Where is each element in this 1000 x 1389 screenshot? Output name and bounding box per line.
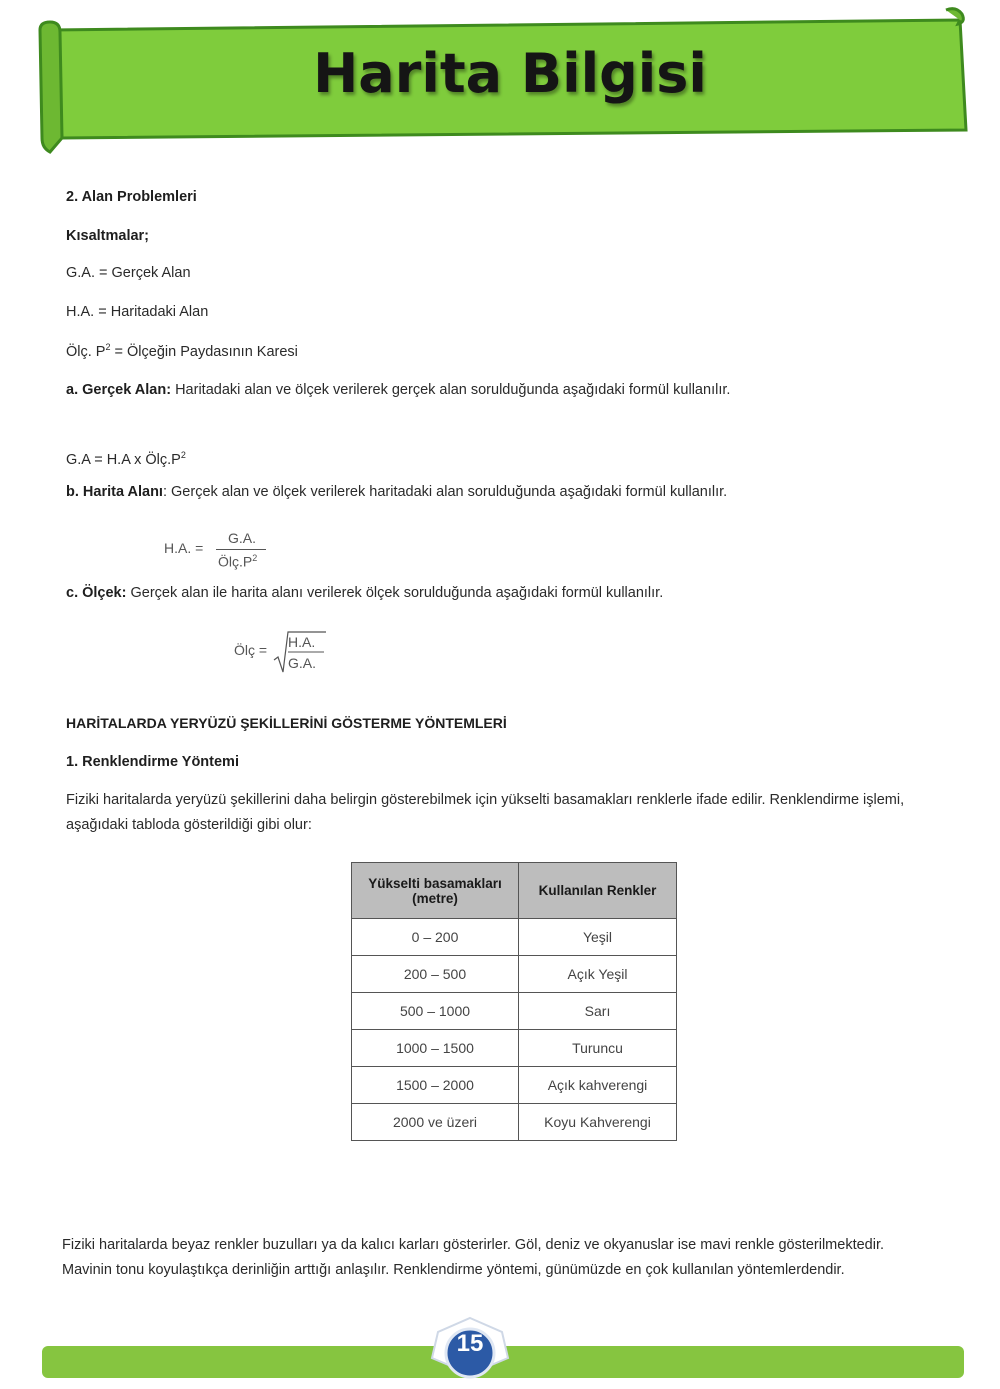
elevation-range: 0 – 200 xyxy=(352,919,519,956)
item-c-scale: c. Ölçek: Gerçek alan ile harita alanı verilerek ölçek sorulduğunda aşağıdaki formül kullanılır. xyxy=(66,585,664,601)
closing-line-2: Mavinin tonu koyulaştıkça derinliğin arttığı anlaşılır. Renklendirme yöntemi, günümüzde en çok kullanılan yöntemlerdendir. xyxy=(62,1262,845,1278)
table-row xyxy=(352,1030,677,1067)
color-name: Sarı xyxy=(519,993,677,1030)
header-elevation: Yükselti basamakları (metre) xyxy=(352,863,519,919)
elevation-range: 1500 – 2000 xyxy=(352,1067,519,1104)
color-name: Açık kahverengi xyxy=(519,1067,677,1104)
color-name: Koyu Kahverengi xyxy=(519,1104,677,1141)
page-title: Harita Bilgisi xyxy=(313,42,707,105)
coloring-intro-paragraph: Fiziki haritalarda yeryüzü şekillerini daha belirgin gösterebilmek için yükselti basamakları renklerle ifade edilir. Renklendirme işlemi, aşağıdaki tabloda gösterildiği gibi olur: xyxy=(66,792,905,833)
color-name: Yeşil xyxy=(519,919,677,956)
elevation-range: 1000 – 1500 xyxy=(352,1030,519,1067)
closing-line-1: Fiziki haritalarda beyaz renkler buzulları ya da kalıcı karları gösterirler. Göl, deniz ve okyanuslar ise mavi renkle gösterilmektedir. xyxy=(62,1237,885,1253)
table-row xyxy=(352,956,677,993)
abbreviation-olc: Ölç. $P^2$ = Ölçeğin Paydasının Karesi xyxy=(66,342,298,360)
table-header-row xyxy=(352,863,677,919)
section-heading-methods: HARİTALARDA YERYÜZÜ ŞEKİLLERİNİ GÖSTERME YÖNTEMLERİ xyxy=(66,715,507,731)
abbreviation-ha: H.A. = Haritadaki Alan xyxy=(66,304,209,320)
formula-map-area-denominator: $Ölç.P^2$ xyxy=(218,553,258,570)
section-heading-area: 2. Alan Problemleri xyxy=(66,189,197,205)
formula-real-area: G.A = H.A x $Ölç.P^2$ xyxy=(66,450,186,468)
elevation-range: 500 – 1000 xyxy=(352,993,519,1030)
elevation-color-table xyxy=(351,862,677,1141)
subheading-coloring-method: 1. Renklendirme Yöntemi xyxy=(66,754,239,770)
page-number-badge: 15 xyxy=(456,1330,484,1357)
item-a-real-area: a. Gerçek Alan: Haritadaki alan ve ölçek verilerek gerçek alan sorulduğunda aşağıdaki formül kullanılır. xyxy=(66,382,731,398)
header-colors: Kullanılan Renkler xyxy=(519,863,677,919)
fraction-line xyxy=(216,549,266,550)
table-row xyxy=(352,919,677,956)
elevation-range: 200 – 500 xyxy=(352,956,519,993)
table-row xyxy=(352,1104,677,1141)
formula-scale-numerator: H.A. xyxy=(288,634,316,650)
elevation-range: 2000 ve üzeri xyxy=(352,1104,519,1141)
table-row xyxy=(352,1067,677,1104)
color-name: Turuncu xyxy=(519,1030,677,1067)
formula-map-area-lhs: H.A. = xyxy=(164,540,204,556)
item-b-map-area: b. Harita Alanı: Gerçek alan ve ölçek verilerek haritadaki alan sorulduğunda aşağıdaki formül kullanılır. xyxy=(66,484,728,500)
color-name: Açık Yeşil xyxy=(519,956,677,993)
table-row xyxy=(352,993,677,1030)
abbreviations-title: Kısaltmalar; xyxy=(66,228,150,244)
formula-scale-denominator: G.A. xyxy=(288,655,317,671)
abbreviation-ga: G.A. = Gerçek Alan xyxy=(66,265,191,281)
footer-bar xyxy=(0,1310,1000,1389)
formula-map-area-numerator: G.A. xyxy=(227,530,256,546)
formula-scale-lhs: Ölç = xyxy=(234,642,268,658)
